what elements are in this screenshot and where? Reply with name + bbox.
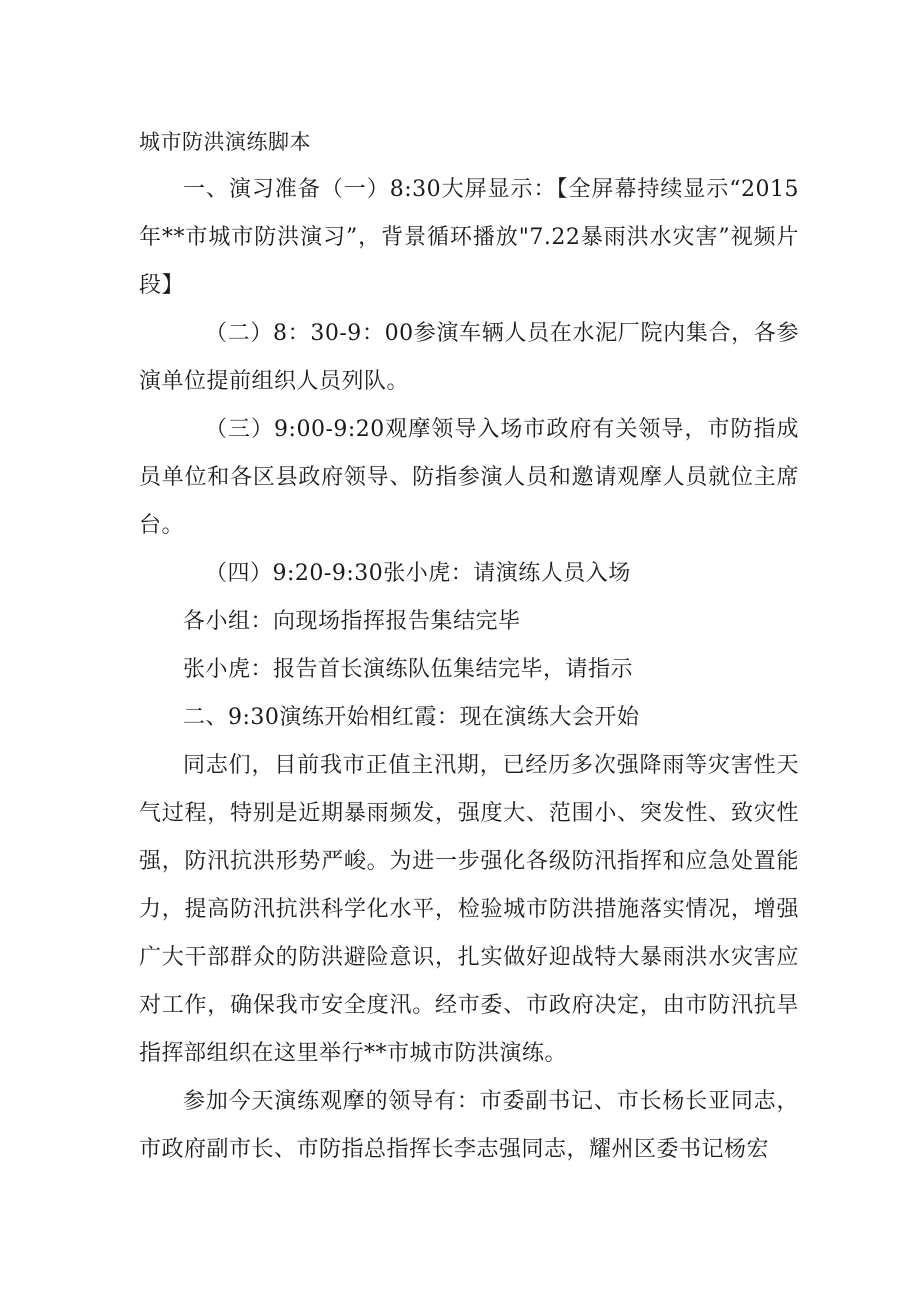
document-title: 城市防洪演练脚本 [139, 130, 311, 154]
paragraph-assembly: （二）8：30-9：00参演车辆人员在水泥厂院内集合，各参演单位提前组织人员列队。 [139, 321, 799, 394]
document-body [139, 118, 799, 1174]
paragraph-speech: 同志们，目前我市正值主汛期，已经历多次强降雨等灾害性天气过程，特别是近期暴雨频发，强度大、范围小、突发性、致灾性强，防汛抗洪形势严峻。为进一步强化各级防汛指挥和应急处置能力，提高防汛抗洪科学化水平，检验城市防洪措施落实情况，增强广大干部群众的防洪避险意识，扎实做好迎战特大暴雨洪水灾害应对工作，确保我市安全度汛。经市委、市政府决定，由市防汛抗旱指挥部组织在这里举行**市城市防洪演练。 [139, 753, 799, 1066]
paragraph-zhang-report: 张小虎：报告首长演练队伍集结完毕，请指示 [183, 657, 634, 682]
paragraph-leaders-entry: （三）9:00-9:20观摩领导入场市政府有关领导，市防指成员单位和各区县政府领导、防指参演人员和邀请观摩人员就位主席台。 [139, 417, 799, 538]
paragraph-attending-leaders: 参加今天演练观摩的领导有：市委副书记、市长杨长亚同志，市政府副市长、市防指总指挥长李志强同志，耀州区委书记杨宏 [139, 1089, 799, 1162]
paragraph-drill-preparation: 一、演习准备（一）8:30大屏显示：【全屏幕持续显示“2015年**市城市防洪演习”，背景循环播放"7.22暴雨洪水灾害”视频片段】 [139, 177, 799, 298]
paragraph-drill-start: 二、9:30演练开始相红霞：现在演练大会开始 [183, 705, 640, 730]
paragraph-personnel-entry: （四）9:20-9:30张小虎：请演练人员入场 [205, 561, 631, 586]
paragraph-groups-report: 各小组：向现场指挥报告集结完毕 [183, 609, 521, 634]
